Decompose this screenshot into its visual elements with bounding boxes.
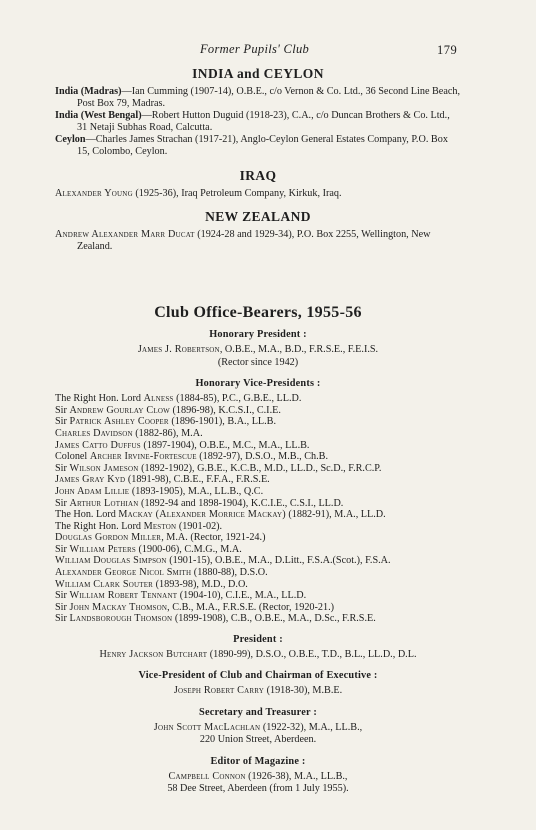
honorary-president-note: (Rector since 1942) bbox=[217, 356, 299, 368]
president-heading: President : bbox=[233, 634, 283, 646]
list-item: Sir John Mackay Thomson, C.B., M.A., F.R.S.E. (Rector, 1920-21.) bbox=[55, 601, 335, 613]
person-name: Meston bbox=[143, 520, 177, 532]
vice-president-heading: Vice-President of Club and Chairman of Executive : bbox=[138, 670, 378, 682]
list-item: Douglas Gordon Miller, M.A. (Rector, 1921-24.) bbox=[55, 532, 266, 544]
list-item: The Right Hon. Lord Alness (1884-85), P.C., G.B.E., LL.D. bbox=[55, 393, 302, 405]
entry-place: India (Madras) bbox=[55, 86, 122, 97]
list-item: Sir William Peters (1900-06), C.M.G., M.A. bbox=[55, 543, 242, 555]
list-item: William Douglas Simpson (1901-15), O.B.E., M.A., D.Litt., F.S.A.(Scot.), F.S.A. bbox=[55, 555, 391, 567]
entry-text: (1924-28 and 1929-34), P.O. Box 2255, Wellington, New Zealand. bbox=[77, 229, 431, 252]
person-name: William Douglas Simpson bbox=[55, 555, 167, 567]
person-name: John Scott MacLachlan bbox=[153, 721, 261, 733]
vice-presidents-list bbox=[55, 393, 461, 625]
list-item: James Gray Kyd (1891-98), C.B.E., F.F.A., F.R.S.E. bbox=[55, 474, 270, 486]
entry-text: —Charles James Strachan (1917-21), Anglo-Ceylon General Estates Company, P.O. Box 15, Colombo, Ceylon. bbox=[77, 134, 448, 157]
list-item: Alexander George Nicol Smith (1880-88), D.S.O. bbox=[55, 567, 268, 579]
person-name: William Clark Souter bbox=[55, 578, 154, 590]
editor-heading: Editor of Magazine : bbox=[210, 755, 306, 767]
list-item: Colonel Archer Irvine-Fortescue (1892-97), D.S.O., M.B., Ch.B. bbox=[55, 451, 329, 463]
person-name: Arthur Lothian bbox=[69, 497, 139, 509]
list-item: William Clark Souter (1893-98), M.D., D.O. bbox=[55, 578, 248, 590]
president-line: Henry Jackson Butchart (1890-99), D.S.O., O.B.E., T.D., B.L., LL.D., D.L. bbox=[99, 649, 417, 661]
person-name: William Robert Tennant bbox=[69, 590, 178, 602]
honorary-president-heading: Honorary President : bbox=[209, 329, 307, 341]
region-heading-iraq: IRAQ bbox=[239, 167, 277, 183]
list-item: Charles Davidson (1882-86), M.A. bbox=[55, 427, 203, 439]
list-item bbox=[55, 110, 461, 133]
vice-president-line: Joseph Robert Carry (1918-30), M.B.E. bbox=[173, 685, 343, 697]
entry-name: Andrew Alexander Marr Ducat bbox=[55, 229, 195, 241]
entry-place: India (West Bengal) bbox=[55, 110, 142, 122]
entry-name: Alexander Young bbox=[55, 187, 133, 199]
editor-address: 58 Dee Street, Aberdeen (from 1 July 1955). bbox=[167, 783, 349, 795]
person-name: Campbell Connon bbox=[168, 770, 246, 782]
person-name: Wilson Jameson bbox=[69, 462, 139, 474]
person-name: Alexander George Nicol Smith bbox=[55, 567, 192, 579]
list-item bbox=[55, 134, 461, 157]
person-name: John Adam Lillie bbox=[55, 485, 130, 497]
honorary-president-line: James J. Robertson, O.B.E., M.A., B.D., F.R.S.E., F.E.I.S. bbox=[137, 344, 379, 356]
entry-text: —Robert Hutton Duguid (1918-23), C.A., c/o Duncan Brothers & Co. Ltd., 31 Netaji Subhas Road, Calcutta. bbox=[77, 110, 450, 133]
secretary-address: 220 Union Street, Aberdeen. bbox=[199, 734, 317, 746]
person-name: William Peters bbox=[69, 543, 136, 555]
list-item: Sir Wilson Jameson (1892-1902), G.B.E., K.C.B., M.D., LL.D., Sc.D., F.R.C.P. bbox=[55, 462, 382, 474]
person-name: James J. Robertson bbox=[137, 344, 220, 356]
secretary-heading: Secretary and Treasurer : bbox=[199, 706, 317, 718]
entry-text: —Ian Cumming (1907-14), O.B.E., c/o Vernon & Co. Ltd., 36 Second Line Beach, Post Box 79, Madras. bbox=[77, 86, 461, 109]
list-item: Sir Patrick Ashley Cooper (1896-1901), B.A., LL.B. bbox=[55, 416, 277, 428]
list-item: James Catto Duffus (1897-1904), O.B.E., M.C., M.A., LL.B. bbox=[55, 439, 310, 451]
secretary-line: John Scott MacLachlan (1922-32), M.A., LL.B., bbox=[153, 721, 363, 733]
office-bearers-title: Club Office-Bearers, 1955-56 bbox=[154, 304, 362, 322]
person-name: Landsborough Thomson bbox=[69, 613, 173, 625]
person-name: John Mackay Thomson bbox=[69, 601, 168, 613]
list-item bbox=[55, 188, 461, 200]
list-item: The Right Hon. Lord Meston (1901-02). bbox=[55, 520, 223, 532]
person-name: James Gray Kyd bbox=[55, 474, 126, 486]
region-heading-india-ceylon: INDIA and CEYLON bbox=[192, 66, 324, 81]
entry-place: Ceylon bbox=[55, 134, 86, 146]
person-name: Douglas Gordon Miller bbox=[55, 532, 162, 544]
list-item bbox=[55, 86, 461, 109]
person-name: Joseph Robert Carry bbox=[173, 685, 265, 697]
person-name: Alness bbox=[143, 393, 174, 405]
running-head-title: Former Pupils' Club bbox=[200, 42, 310, 56]
list-item: Sir Andrew Gourlay Clow (1896-98), K.C.S.I., C.I.E. bbox=[55, 404, 281, 416]
entry-text: (1925-36), Iraq Petroleum Company, Kirkuk, Iraq. bbox=[132, 187, 342, 199]
person-name: Henry Jackson Butchart bbox=[99, 649, 208, 661]
list-item: Sir William Robert Tennant (1904-10), C.I.E., M.A., LL.D. bbox=[55, 590, 307, 602]
person-name: Andrew Gourlay Clow bbox=[69, 404, 170, 416]
person-name: Archer Irvine-Fortescue bbox=[89, 451, 197, 463]
list-item bbox=[55, 229, 461, 252]
person-name: James Catto Duffus bbox=[55, 439, 141, 451]
running-head bbox=[0, 42, 536, 58]
person-name: Charles Davidson bbox=[55, 427, 133, 439]
page-content bbox=[55, 66, 461, 795]
list-item: John Adam Lillie (1893-1905), M.A., LL.B., Q.C. bbox=[55, 485, 264, 497]
list-item: Sir Landsborough Thomson (1899-1908), C.B., O.B.E., M.A., D.Sc., F.R.S.E. bbox=[55, 613, 376, 625]
list-item: Sir Arthur Lothian (1892-94 and 1898-1904), K.C.I.E., C.S.I., LL.D. bbox=[55, 497, 344, 509]
region-heading-new-zealand: NEW ZEALAND bbox=[205, 209, 311, 225]
person-name: Patrick Ashley Cooper bbox=[69, 416, 169, 428]
page-number: 179 bbox=[437, 43, 458, 57]
person-name: Mackay (Alexander Morrice Mackay) bbox=[118, 509, 286, 521]
list-item: The Hon. Lord Mackay (Alexander Morrice Mackay) (1882-91), M.A., LL.D. bbox=[55, 509, 386, 521]
vice-presidents-heading: Honorary Vice-Presidents : bbox=[195, 378, 321, 390]
editor-line: Campbell Connon (1926-38), M.A., LL.B., bbox=[168, 770, 348, 782]
